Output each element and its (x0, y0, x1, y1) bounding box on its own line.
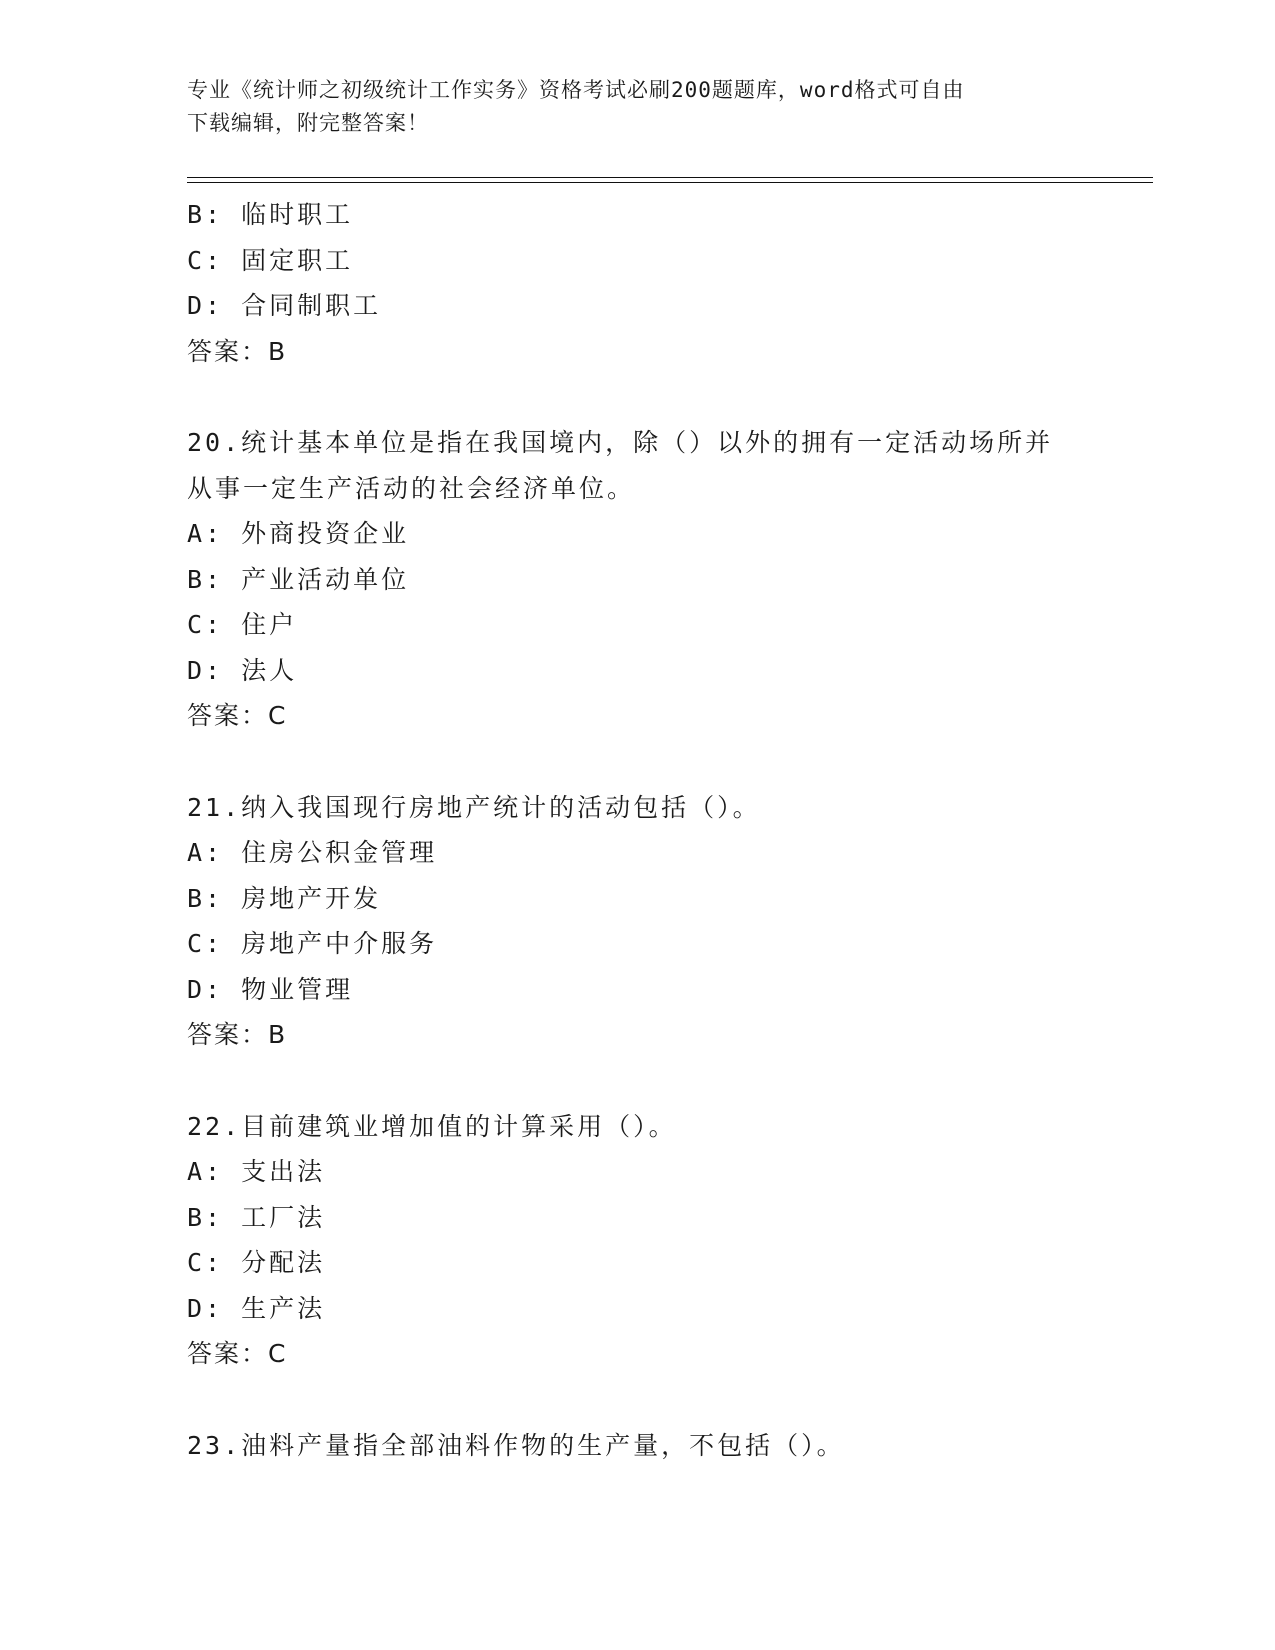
question-text (187, 420, 1087, 511)
option-d: D: 合同制职工 (187, 291, 382, 320)
header-line-1: 专业《统计师之初级统计工作实务》资格考试必刷200题题库，word格式可自由 (187, 78, 965, 102)
question-23 (187, 1423, 1087, 1469)
option-c: C: 房地产中介服务 (187, 929, 438, 958)
spacer (187, 1377, 1087, 1423)
option-d: D: 物业管理 (187, 974, 354, 1004)
option-a: A: 住房公积金管理 (187, 838, 438, 867)
question-text: 21.纳入我国现行房地产统计的活动包括（）。 (187, 792, 761, 822)
question-19-tail (187, 192, 1087, 374)
spacer (187, 739, 1087, 785)
question-text-line-1: 20.统计基本单位是指在我国境内，除（）以外的拥有一定活动场所并 (187, 428, 1054, 457)
question-20 (187, 420, 1087, 739)
option-c: C: 住户 (187, 610, 298, 639)
option-c: C: 分配法 (187, 1248, 326, 1277)
option-b: B: 临时职工 (187, 200, 354, 229)
spacer (187, 1058, 1087, 1104)
header-divider-bottom (187, 182, 1153, 183)
option-c: C: 固定职工 (187, 245, 354, 275)
spacer (187, 374, 1087, 420)
option-d: D: 法人 (187, 655, 298, 685)
option-d: D: 生产法 (187, 1293, 326, 1323)
option-a: A: 外商投资企业 (187, 519, 410, 548)
header-line-2: 下载编辑，附完整答案！ (187, 111, 429, 135)
option-b: B: 工厂法 (187, 1202, 326, 1232)
answer-line: 答案：B (187, 1020, 288, 1049)
option-b: B: 产业活动单位 (187, 564, 410, 594)
question-text: 23.油料产量指全部油料作物的生产量，不包括（）。 (187, 1430, 845, 1460)
answer-line: 答案：C (187, 1339, 288, 1368)
option-a: A: 支出法 (187, 1157, 326, 1186)
option-b: B: 房地产开发 (187, 883, 382, 913)
question-22 (187, 1104, 1087, 1377)
question-list (187, 192, 1087, 1468)
answer-line: 答案：B (187, 336, 288, 366)
document-header (187, 74, 1067, 140)
header-divider-top (187, 177, 1153, 178)
question-21 (187, 785, 1087, 1058)
answer-line: 答案：C (187, 701, 288, 730)
question-text-line-2: 从事一定生产活动的社会经济单位。 (187, 473, 636, 503)
question-text: 22.目前建筑业增加值的计算采用（）。 (187, 1111, 677, 1141)
